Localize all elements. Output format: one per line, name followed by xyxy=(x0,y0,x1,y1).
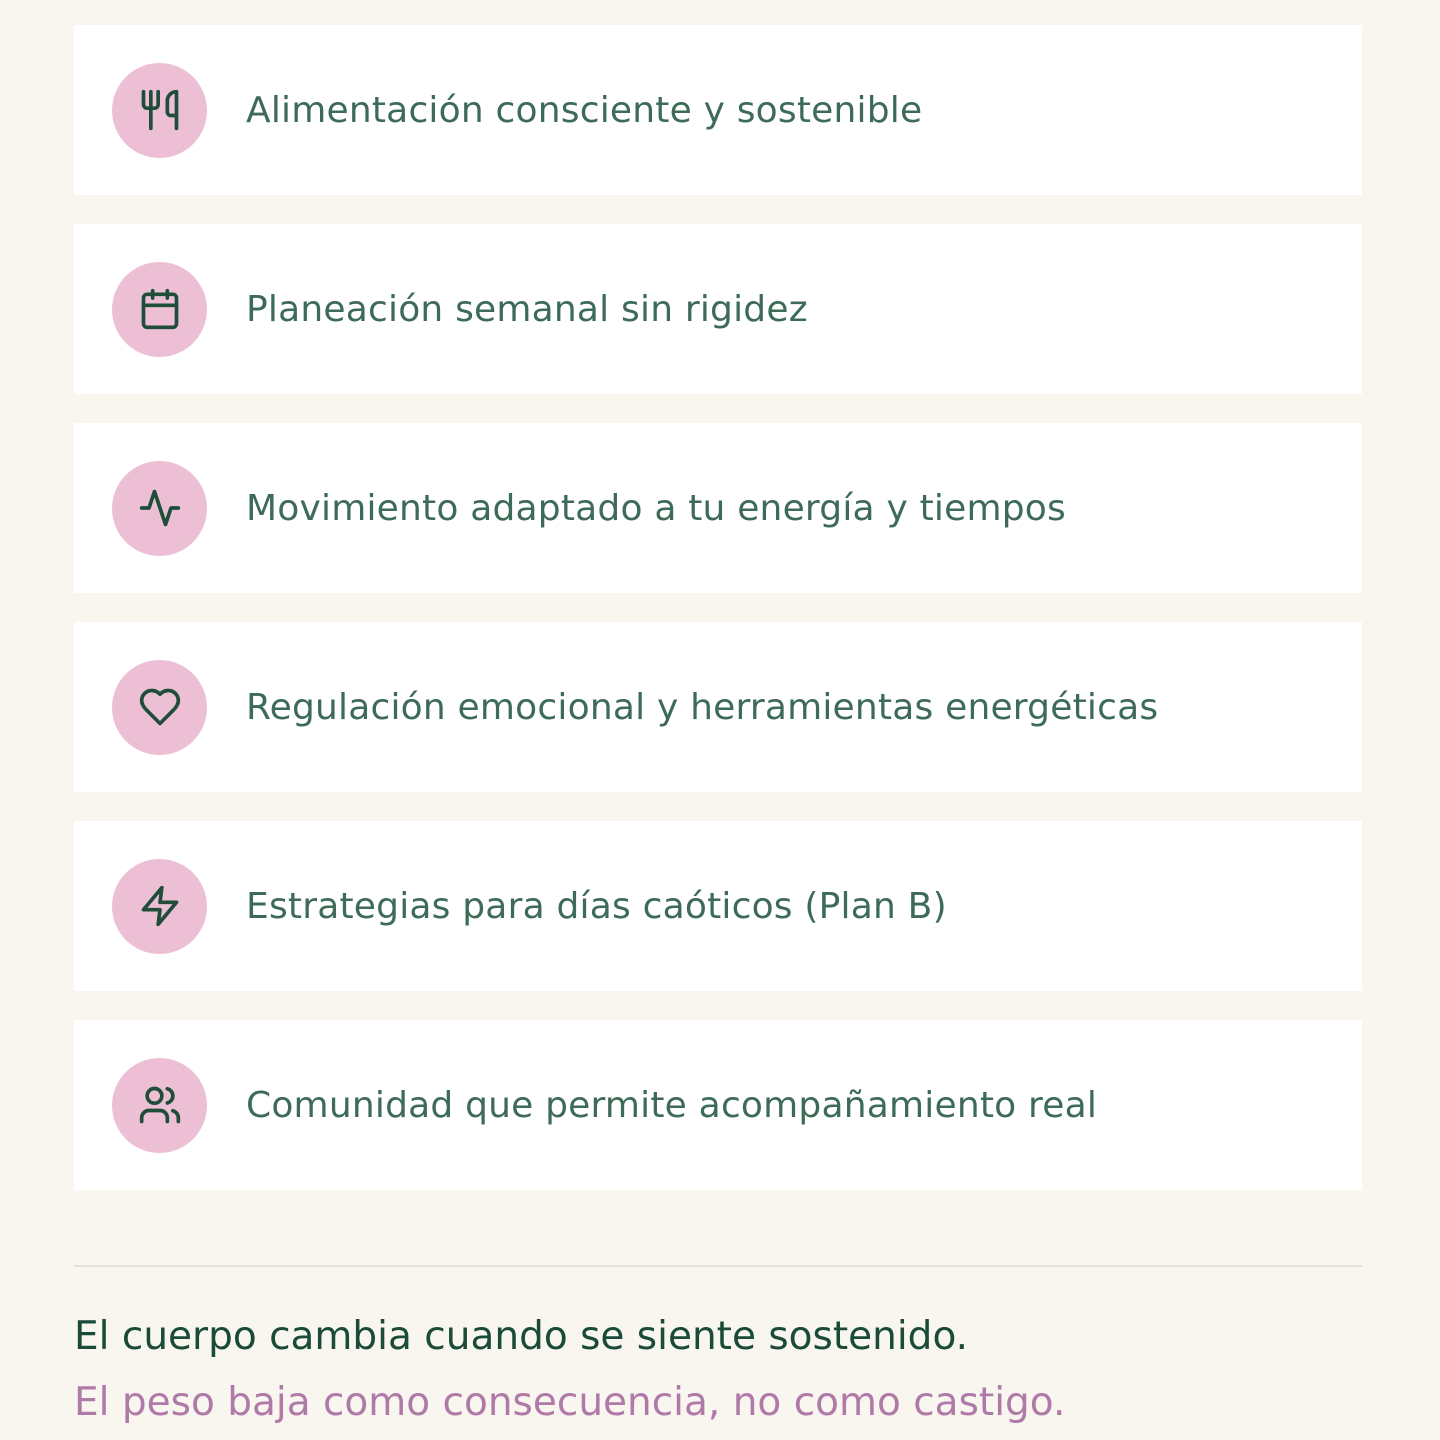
feature-label: Comunidad que permite acompañamiento real xyxy=(246,1084,1098,1126)
utensils-icon xyxy=(138,88,182,132)
heart-icon-badge xyxy=(112,660,207,755)
utensils-icon-badge xyxy=(112,63,207,158)
closing-statement: El cuerpo cambia cuando se siente sostenido. xyxy=(74,1314,969,1359)
feature-label: Regulación emocional y herramientas energéticas xyxy=(246,686,1159,728)
closing-accent-statement: El peso baja como consecuencia, no como castigo. xyxy=(74,1380,1066,1425)
feature-label: Movimiento adaptado a tu energía y tiempos xyxy=(246,487,1066,529)
lightning-icon xyxy=(138,884,182,928)
feature-label: Estrategias para días caóticos (Plan B) xyxy=(246,885,947,927)
feature-card-emotional xyxy=(74,622,1362,792)
feature-card-planning xyxy=(74,224,1362,394)
calendar-icon xyxy=(138,287,182,331)
feature-label: Planeación semanal sin rigidez xyxy=(246,288,808,330)
feature-card-nutrition xyxy=(74,25,1362,195)
feature-card-strategies xyxy=(74,821,1362,991)
activity-icon-badge xyxy=(112,461,207,556)
calendar-icon-badge xyxy=(112,262,207,357)
users-icon xyxy=(138,1083,182,1127)
feature-card-community xyxy=(74,1020,1362,1190)
lightning-icon-badge xyxy=(112,859,207,954)
feature-label: Alimentación consciente y sostenible xyxy=(246,89,923,131)
users-icon-badge xyxy=(112,1058,207,1153)
feature-card-movement xyxy=(74,423,1362,593)
activity-icon xyxy=(138,486,182,530)
feature-list xyxy=(74,25,1362,1219)
heart-icon xyxy=(138,685,182,729)
section-divider xyxy=(74,1265,1362,1267)
